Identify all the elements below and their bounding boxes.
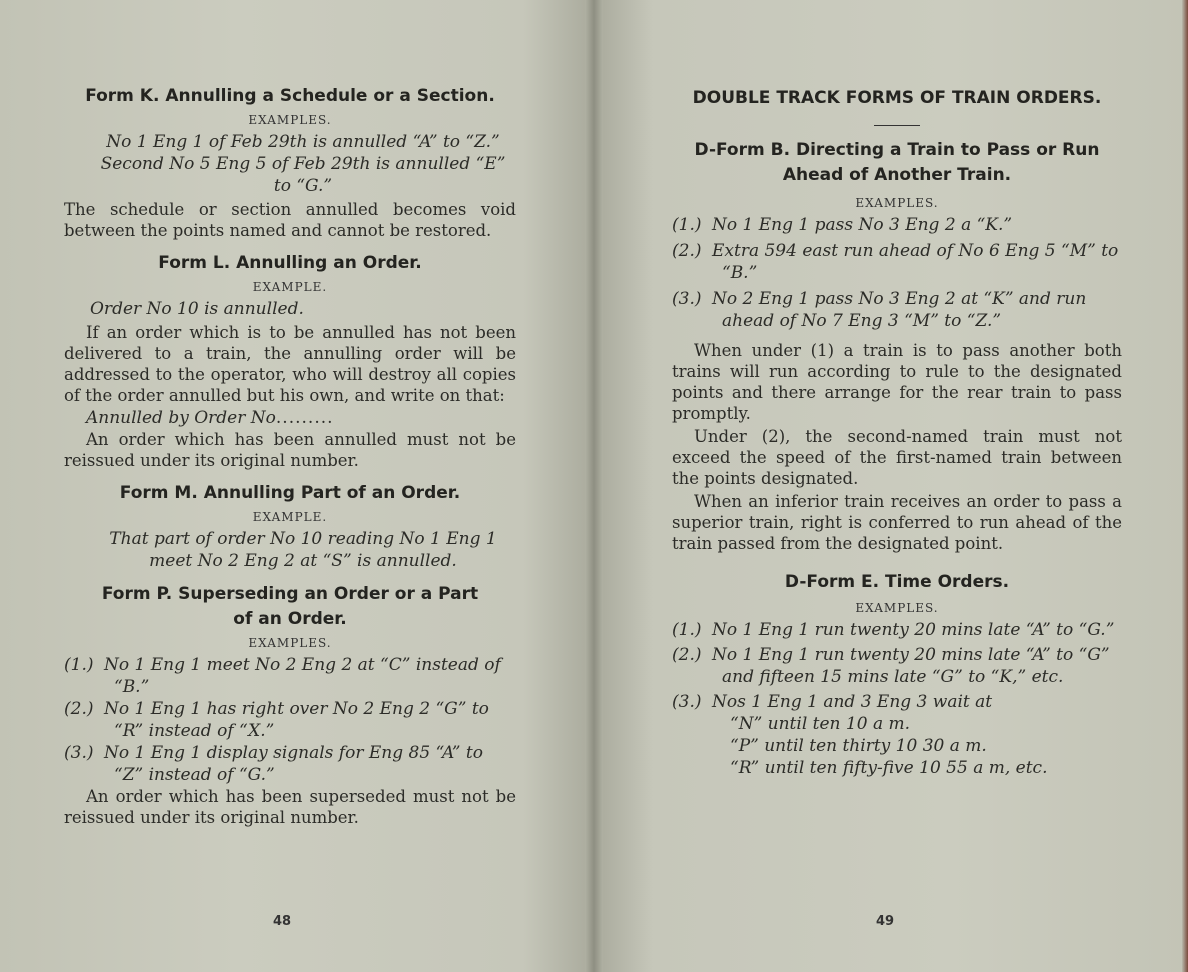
d-form-e-item-3 <box>672 691 1122 713</box>
form-k-examples-label: EXAMPLES. <box>248 113 332 127</box>
page-number-49: 49 <box>876 914 895 929</box>
d-form-e-item-2-text: No 1 Eng 1 run twenty 20 mins late “A” to “G” and fifteen 15 mins late “G” to “K,” etc. <box>712 645 1110 687</box>
d-form-e-item-1-text: No 1 Eng 1 run twenty 20 mins late “A” to “G.” <box>712 620 1115 640</box>
form-l-heading: Form L. Annulling an Order. <box>158 253 422 273</box>
form-p-item-1-num: (1.) <box>64 655 94 675</box>
d-form-e-heading: D-Form E. Time Orders. <box>784 572 1010 592</box>
form-p-item-1 <box>64 654 516 698</box>
right-page-content <box>672 86 1122 779</box>
page-number-48: 48 <box>273 914 292 929</box>
d-form-e-item-2 <box>672 644 1122 688</box>
right-page <box>594 0 1188 972</box>
d-form-b-item-3 <box>672 288 1122 332</box>
annulled-by-order-text: Annulled by Order No <box>86 408 276 428</box>
form-p-item-1-text: No 1 Eng 1 meet No 2 Eng 2 at “C” instead of “B.” <box>104 655 501 697</box>
wait-line-2: “P” until ten thirty 10 30 a m. <box>730 736 987 756</box>
d-form-b-item-1 <box>672 214 1122 236</box>
form-p-item-2-text: No 1 Eng 1 has right over No 2 Eng 2 “G” to “R” instead of “X.” <box>104 699 489 741</box>
annulled-by-order-line: Annulled by Order No......... <box>86 408 334 428</box>
d-form-e-examples-label: EXAMPLES. <box>855 601 939 615</box>
d-form-b-item-2-text: Extra 594 east run ahead of No 6 Eng 5 “M” to “B.” <box>712 241 1119 283</box>
d-form-b-item-3-text: No 2 Eng 1 pass No 3 Eng 2 at “K” and run ahead of No 7 Eng 3 “M” to “Z.” <box>712 289 1087 331</box>
form-p-heading: Form P. Superseding an Order or a Part of an Order. <box>101 584 479 629</box>
form-p-item-3-num: (3.) <box>64 743 94 763</box>
right-page-edge <box>1182 0 1188 972</box>
form-l-example: Order No 10 is annulled. <box>90 299 304 319</box>
d-form-b-item-2 <box>672 240 1122 284</box>
d-form-b-text-1: When under (1) a train is to pass another both trains will run according to rule to the designated points and there arrange for the rear train to pass promptly. <box>672 341 1122 423</box>
d-form-e-item-3-text: Nos 1 Eng 1 and 3 Eng 3 wait at <box>712 692 993 712</box>
form-p-text: An order which has been superseded must not be reissued under its original number. <box>64 787 516 827</box>
form-k-text: The schedule or section annulled becomes void between the points named and cannot be restored. <box>64 200 516 240</box>
d-form-e-item-1-num: (1.) <box>672 620 702 640</box>
d-form-e-item-3-num: (3.) <box>672 692 702 712</box>
wait-line-1: “N” until ten 10 a m. <box>730 714 911 734</box>
book-gutter <box>585 0 603 972</box>
form-k-heading: Form K. Annulling a Schedule or a Section. <box>85 86 495 106</box>
form-k-example-2: Second No 5 Eng 5 of Feb 29th is annulled “E” to “G.” <box>100 154 506 196</box>
form-l-example-label: EXAMPLE. <box>252 280 328 294</box>
d-form-e-item-2-num: (2.) <box>672 645 702 665</box>
title-divider <box>874 125 920 126</box>
d-form-b-heading: D-Form B. Directing a Train to Pass or Run Ahead of Another Train. <box>694 140 1100 185</box>
wait-line-3: “R” until ten fifty-five 10 55 a m, etc. <box>730 758 1048 778</box>
form-p-item-2-num: (2.) <box>64 699 94 719</box>
form-k-example-1: No 1 Eng 1 of Feb 29th is annulled “A” to “Z.” <box>106 132 500 152</box>
d-form-b-text-3: When an inferior train receives an order to pass a superior train, right is conferred to run ahead of the train passed from the designated point. <box>672 492 1122 553</box>
d-form-b-examples-label: EXAMPLES. <box>855 196 939 210</box>
form-p-item-3 <box>64 742 516 786</box>
d-form-b-item-2-num: (2.) <box>672 241 702 261</box>
form-p-item-2 <box>64 698 516 742</box>
form-m-heading: Form M. Annulling Part of an Order. <box>119 483 461 503</box>
double-track-title: DOUBLE TRACK FORMS OF TRAIN ORDERS. <box>692 88 1102 108</box>
d-form-b-item-1-text: No 1 Eng 1 pass No 3 Eng 2 a “K.” <box>712 215 1013 235</box>
form-m-example-label: EXAMPLE. <box>252 510 328 524</box>
d-form-b-text-2: Under (2), the second-named train must not exceed the speed of the first-named train between the points designated. <box>672 427 1122 488</box>
d-form-b-item-3-num: (3.) <box>672 289 702 309</box>
form-p-item-3-text: No 1 Eng 1 display signals for Eng 85 “A” to “Z” instead of “G.” <box>104 743 483 785</box>
d-form-b-item-1-num: (1.) <box>672 215 702 235</box>
form-l-text-2: An order which has been annulled must not be reissued under its original number. <box>64 430 516 470</box>
form-p-examples-label: EXAMPLES. <box>248 636 332 650</box>
left-page-content <box>64 84 516 828</box>
d-form-e-item-1 <box>672 619 1122 641</box>
form-m-example: That part of order No 10 reading No 1 Eng 1 meet No 2 Eng 2 at “S” is annulled. <box>109 529 497 571</box>
form-l-text: If an order which is to be annulled has not been delivered to a train, the annulling order will be addressed to the operator, who will destroy all copies of the order annulled but his own, and write on that: <box>64 323 516 405</box>
